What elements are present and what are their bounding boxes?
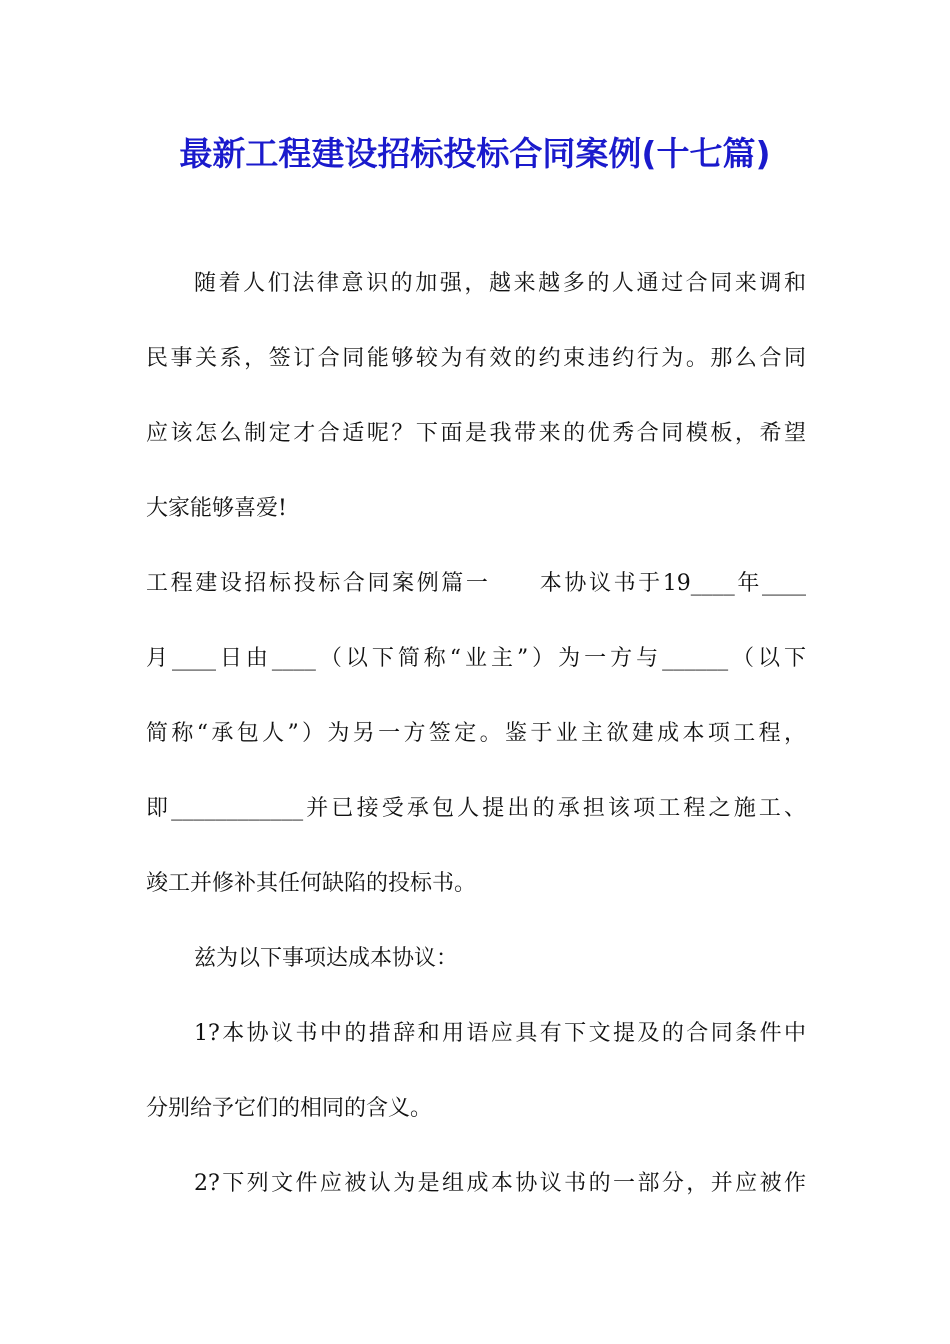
paragraph-line: 1?本协议书中的措辞和用语应具有下文提及的合同条件中 xyxy=(194,1021,806,1046)
paragraph-line: 月____日由____（以下简称“业主”）为一方与______（以下 xyxy=(146,646,806,671)
paragraph-line: 民事关系，签订合同能够较为有效的约束违约行为。那么合同 xyxy=(146,346,806,371)
paragraph-line: 工程建设招标投标合同案例篇一 本协议书于19____年____ xyxy=(146,571,806,596)
document-body xyxy=(146,258,806,1233)
paragraph-line: 随着人们法律意识的加强，越来越多的人通过合同来调和 xyxy=(194,271,806,296)
paragraph-line: 大家能够喜爱! xyxy=(146,496,287,521)
paragraph-line: 2?下列文件应被认为是组成本协议书的一部分，并应被作 xyxy=(194,1171,806,1196)
paragraph-line: 即____________并已接受承包人提出的承担该项工程之施工、 xyxy=(146,796,806,821)
paragraph-line: 分别给予它们的相同的含义。 xyxy=(146,1096,433,1121)
paragraph-line: 应该怎么制定才合适呢？下面是我带来的优秀合同模板，希望 xyxy=(146,421,806,446)
paragraph-line: 兹为以下事项达成本协议： xyxy=(194,946,459,971)
document-title: 最新工程建设招标投标合同案例(十七篇) xyxy=(179,134,771,173)
paragraph-line: 简称“承包人”）为另一方签定。鉴于业主欲建成本项工程， xyxy=(146,721,806,746)
paragraph-line: 竣工并修补其任何缺陷的投标书。 xyxy=(146,871,477,896)
